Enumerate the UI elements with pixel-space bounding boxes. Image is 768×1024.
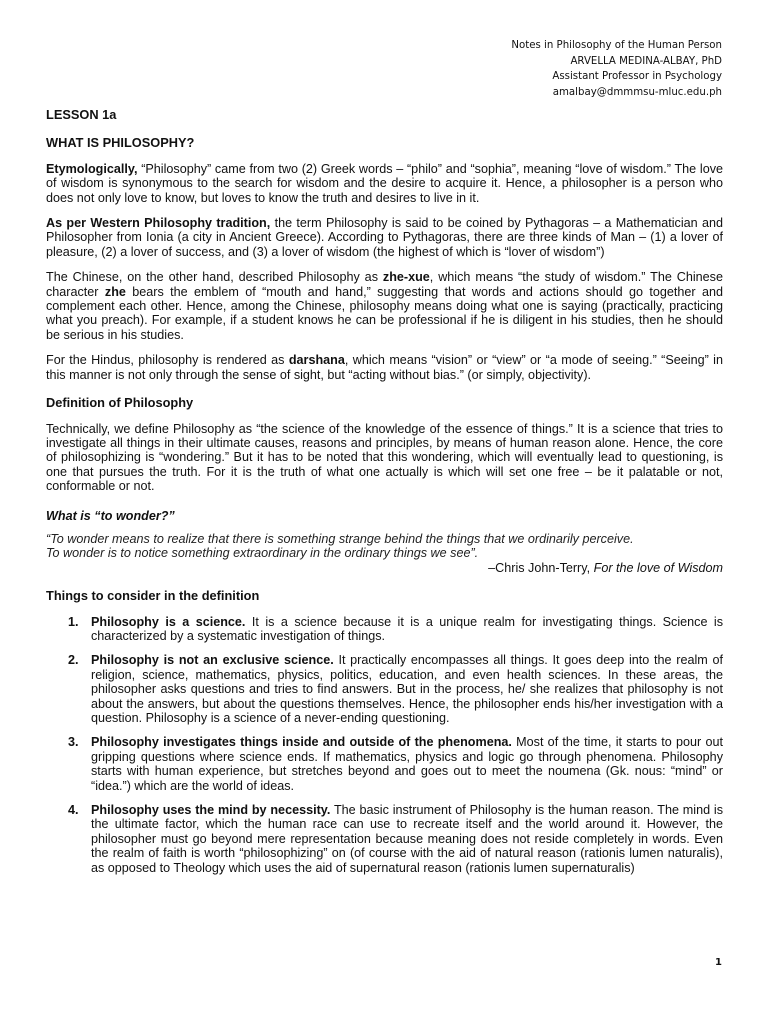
western-body: the term Philosophy is said to be coined by Pythagoras – a Mathematician and Philosopher from Ionia (a city in Ancient Greece). According to Pythagoras, there are three kinds of Man – (1) a lover of pleasure, (2) a lover of success, and (3) a lover of wisdom (the highest of which is “lover of wisdom”) [46, 216, 723, 259]
list-item-number: 3. [68, 735, 79, 750]
list-item-body: Most of the time, it starts to pour out gripping questions where science ends. If mathematics, physics and logic go through phenomena. Philosophy starts with human experience, but stretches beyond and goes out to meet the noumena (Gk. nous: “mind” or “idea.”) which are the world of ideas. [91, 735, 723, 793]
list-item-lead: Philosophy is a science. [91, 614, 246, 629]
chinese-text-c: , which means “the study of wisdom.” The Chinese character [46, 270, 723, 299]
page-title: WHAT IS PHILOSOPHY? [46, 135, 195, 151]
list-item-body: It practically encompasses all things. It goes deep into the realm of religion, science, mathematics, physics, politics, education, and even health sciences. In these areas, the philosopher asks questions and tries to find answers. But in the process, he/ she realizes that philosophy is not about the answers, but about the questions themselves. Hence, the philosopher ends his/her investigation with a question. Philosophy is a science of a never-ending questioning. [91, 653, 723, 725]
list-item [46, 653, 723, 725]
quote-book-title: For the love of Wisdom [593, 560, 723, 575]
header-author-email: amalbay@dmmmsu-mluc.edu.ph [552, 86, 722, 98]
lesson-label: LESSON 1a [46, 107, 117, 122]
page-number: 1 [715, 957, 722, 968]
wonder-heading: What is “to wonder?” [46, 508, 175, 523]
list-item [46, 615, 723, 644]
list-item-body: The basic instrument of Philosophy is the human reason. The mind is the ultimate factor, which the human race can use to recreate itself and the world around it. However, the philosopher must go beyond mere representation because meaning does not reside completely in words. Even the realm of faith is worth “philosophizing” on (of course with the aid of natural reason (rationis lumen naturalis), as opposed to Theology which uses the aid of supernatural reason (rationis lumen supernaturalis) [91, 803, 723, 875]
etymology-lead: Etymologically, [46, 161, 138, 176]
paragraph-western [46, 216, 723, 259]
list-item-lead: Philosophy uses the mind by necessity. [91, 803, 331, 818]
list-item-number: 4. [68, 803, 79, 818]
hindu-text-a: For the Hindus, philosophy is rendered as [46, 353, 289, 368]
quote-author: –Chris John-Terry, [488, 560, 594, 575]
etymology-body: “Philosophy” came from two (2) Greek words – “philo” and “sophia”, meaning “love of wisdom.” The love of wisdom is synonymous to the search for wisdom and the desire to acquire it. Hence, a philosopher is a person who does not only love to know, but loves to know the truth and desires to live in it. [46, 161, 723, 205]
chinese-term-zhexue: zhe-xue [382, 270, 430, 285]
header-author-name: ARVELLA MEDINA-ALBAY, PhD [570, 55, 722, 67]
paragraph-etymology [46, 162, 723, 205]
document-body [46, 108, 723, 885]
paragraph-definition: Technically, we define Philosophy as “the science of the knowledge of the essence of things.” It is a science that tries to investigate all things in their ultimate causes, reasons and principles, by means of human reason alone. Hence, the core of philosophizing is “wondering.” But it has to be noted that this wondering, which will eventually lead to questioning, is one that pursues the truth. For it is the truth of what one actually is which will set one free – be it palatable or not, conformable or not. [46, 421, 723, 494]
paragraph-chinese [46, 270, 723, 342]
consider-heading: Things to consider in the definition [46, 588, 260, 604]
western-lead: As per Western Philosophy tradition, [46, 216, 271, 231]
quote-attribution [46, 561, 723, 575]
definition-heading: Definition of Philosophy [46, 395, 194, 411]
chinese-text-a: The Chinese, on the other hand, described Philosophy as [46, 270, 383, 285]
wonder-quote [46, 532, 723, 561]
chinese-term-zhe: zhe [104, 284, 126, 299]
header-author-position: Assistant Professor in Psychology [552, 71, 722, 82]
chinese-text-e: bears the emblem of “mouth and hand,” suggesting that words and actions should go together and complement each other. Hence, among the Chinese, philosophy means doing what one is saying (practically, practicing what you preach). For example, if a student knows he can be professional if he is diligent in his studies, then he should be serious in his studies. [46, 284, 723, 342]
list-item-body: It is a science because it is a unique realm for investigating things. Science is characterized by a systematic investigation of things. [91, 614, 723, 643]
list-item-lead: Philosophy investigates things inside and outside of the phenomena. [91, 735, 512, 750]
list-item-number: 2. [68, 653, 79, 668]
list-item-number: 1. [68, 614, 79, 629]
hindu-text-c: , which means “vision” or “view” or “a mode of seeing.” “Seeing” in this manner is not only through the sense of sight, but “acting without bias.” (or simply, objectivity). [46, 353, 723, 382]
list-item [46, 735, 723, 793]
considerations-list [46, 615, 723, 876]
list-item-lead: Philosophy is not an exclusive science. [91, 653, 334, 668]
header-course-title: Notes in Philosophy of the Human Person [511, 40, 722, 51]
list-item [46, 803, 723, 875]
quote-line-2: To wonder is to notice something extraordinary in the ordinary things we see”. [46, 546, 479, 561]
hindu-term-darshana: darshana [288, 353, 345, 368]
paragraph-hindu [46, 353, 723, 382]
document-header [511, 38, 722, 100]
quote-line-1: “To wonder means to realize that there is something strange behind the things that we ordinarily perceive. [46, 531, 634, 546]
